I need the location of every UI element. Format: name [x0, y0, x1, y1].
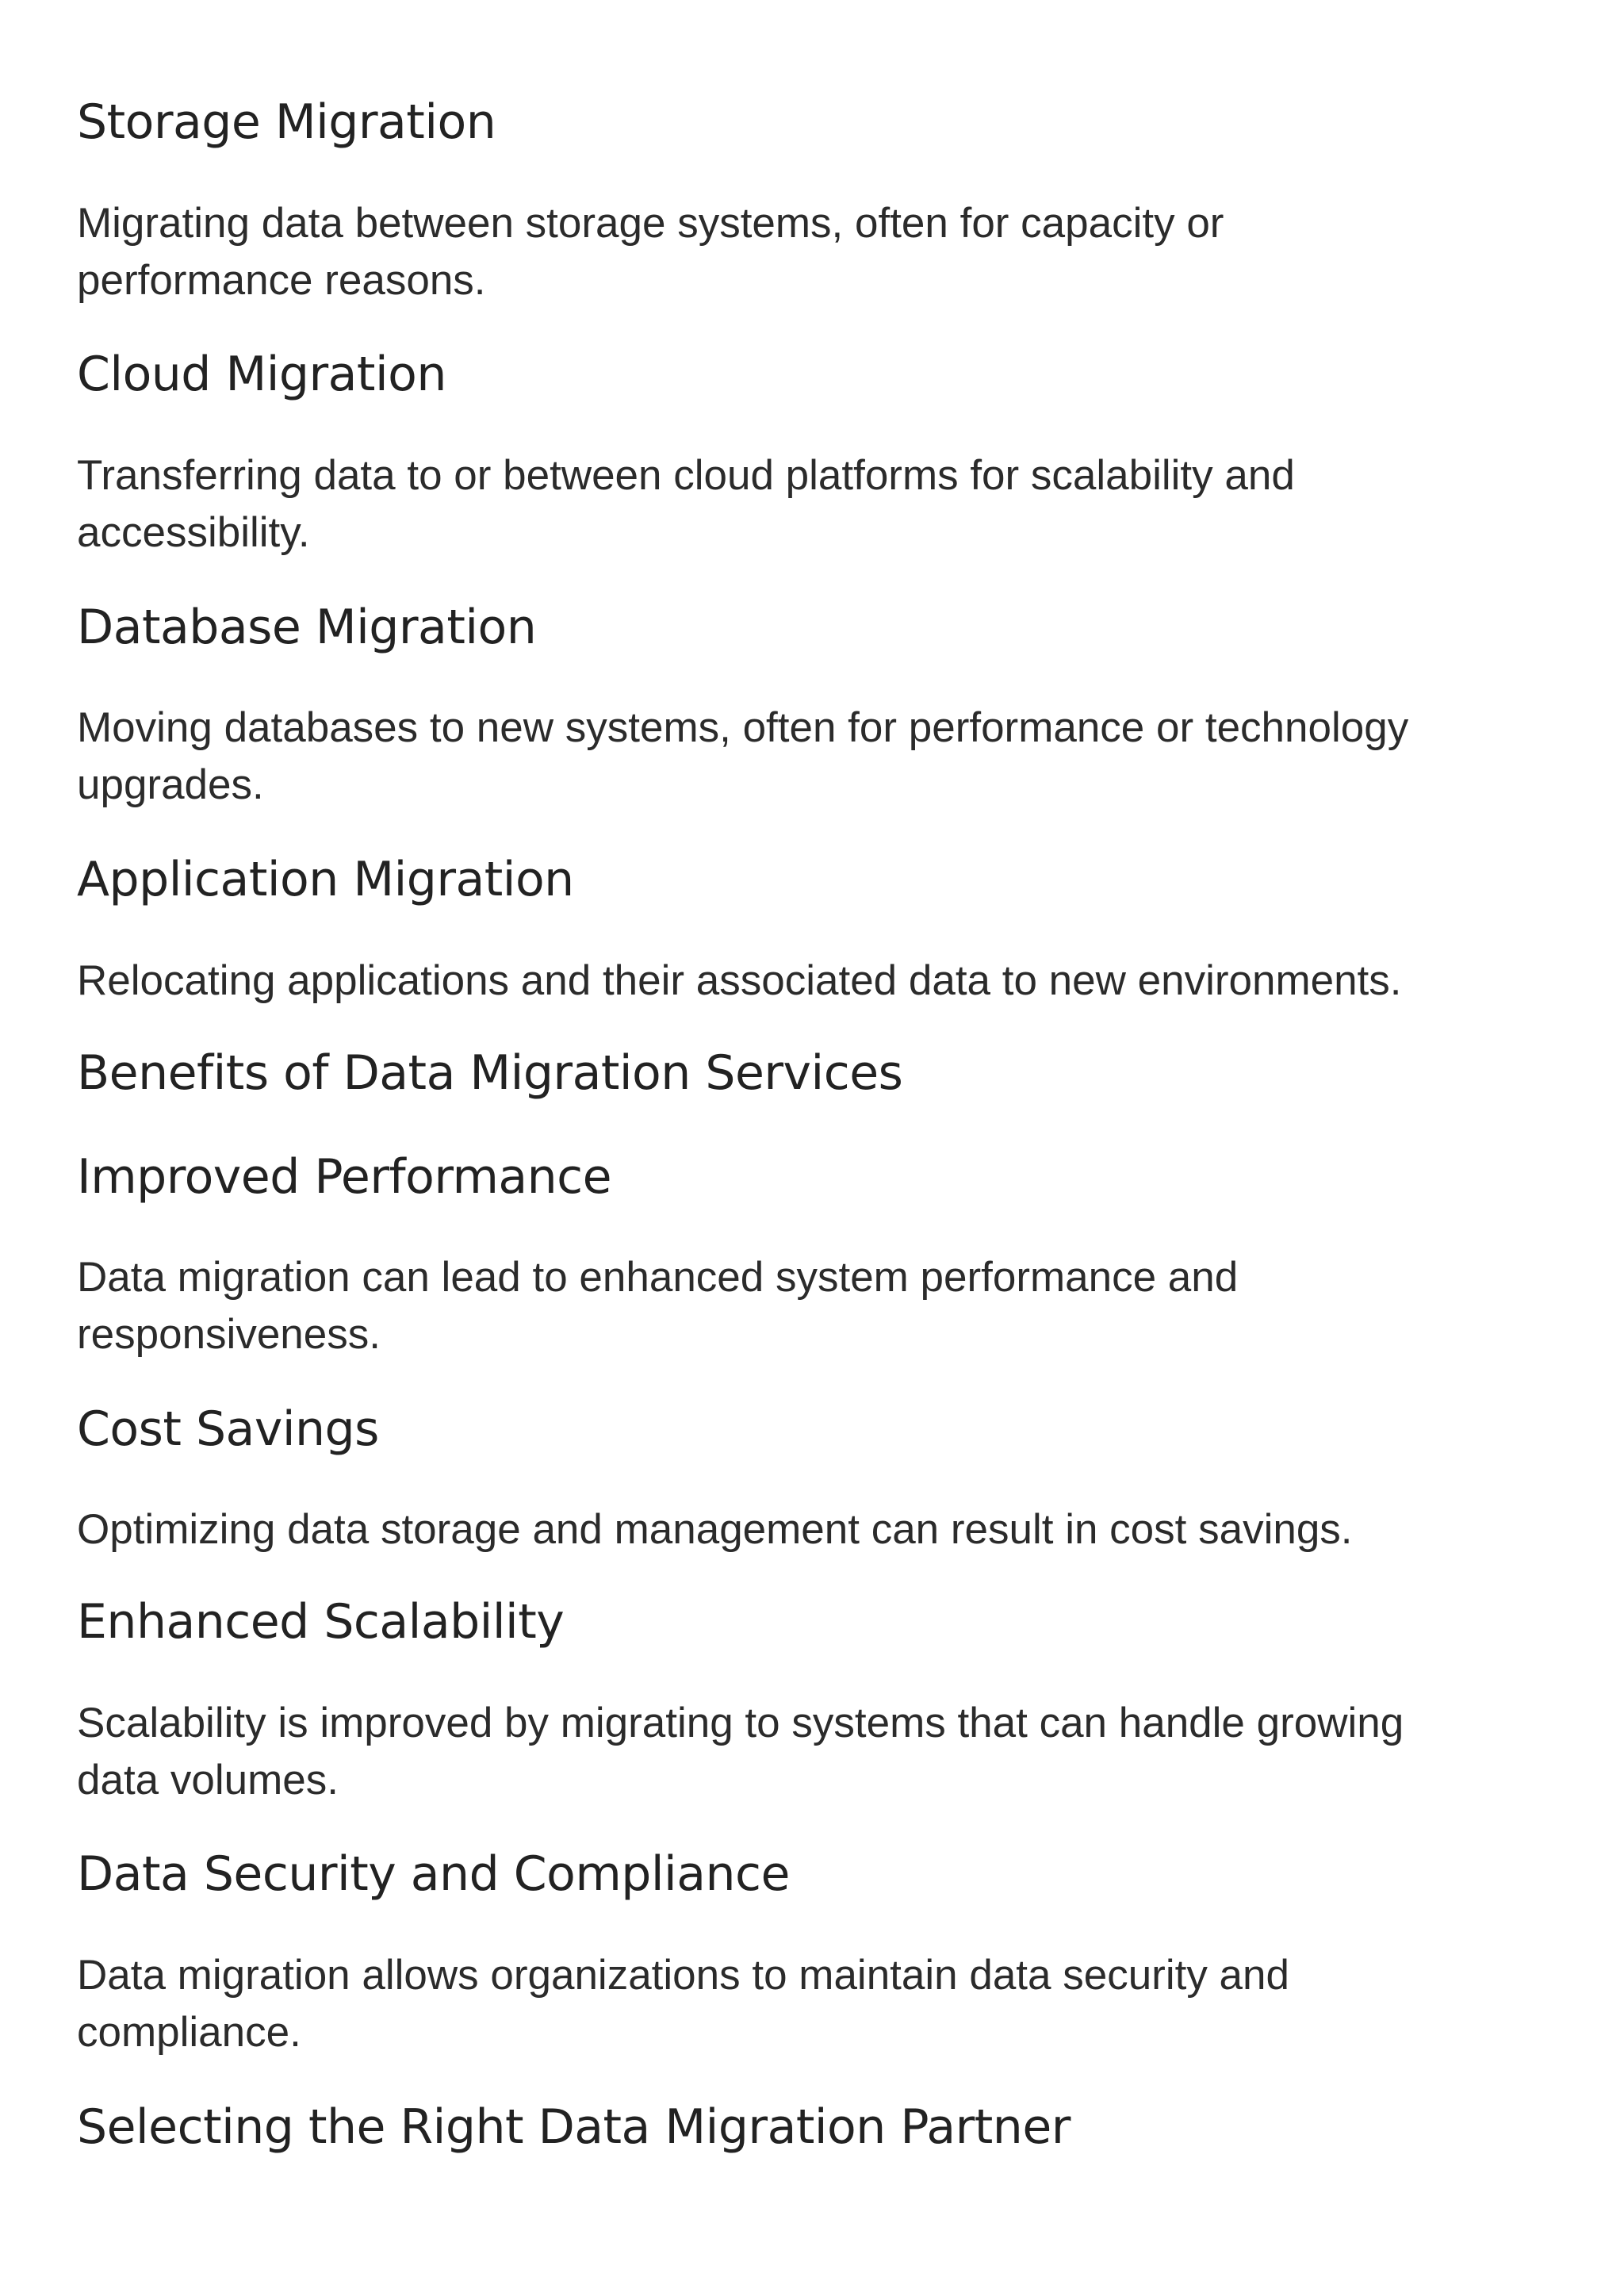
- body-line: Moving databases to new systems, often for performance or technology: [77, 704, 1409, 751]
- section-heading-enhanced-scalability: Enhanced Scalability: [77, 1594, 565, 1650]
- section-body-application-migration: [77, 953, 1544, 1010]
- section-heading-selecting-partner: Selecting the Right Data Migration Partner: [77, 2099, 1071, 2155]
- section-body-enhanced-scalability: [77, 1695, 1544, 1809]
- section-body-data-security: [77, 1947, 1544, 2061]
- section-heading-application-migration: Application Migration: [77, 852, 574, 907]
- section-body-cost-savings: [77, 1501, 1544, 1558]
- section-heading-cost-savings: Cost Savings: [77, 1401, 379, 1457]
- body-line: upgrades.: [77, 761, 264, 808]
- body-line: Optimizing data storage and management can result in cost savings.: [77, 1506, 1353, 1553]
- body-line: Transferring data to or between cloud platforms for scalability and: [77, 452, 1295, 499]
- body-line: Scalability is improved by migrating to systems that can handle growing: [77, 1700, 1404, 1746]
- body-line: Data migration can lead to enhanced system performance and: [77, 1254, 1239, 1301]
- section-heading-storage-migration: Storage Migration: [77, 94, 496, 150]
- body-line: Data migration allows organizations to maintain data security and: [77, 1952, 1289, 1999]
- body-line: accessibility.: [77, 509, 310, 556]
- section-heading-data-security: Data Security and Compliance: [77, 1846, 790, 1902]
- body-line: Migrating data between storage systems, often for capacity or: [77, 200, 1224, 247]
- body-line: Relocating applications and their associated data to new environments.: [77, 957, 1402, 1004]
- body-line: responsiveness.: [77, 1311, 381, 1358]
- body-line: compliance.: [77, 2009, 301, 2056]
- body-line: performance reasons.: [77, 257, 486, 304]
- section-heading-benefits: Benefits of Data Migration Services: [77, 1045, 903, 1101]
- section-body-storage-migration: [77, 195, 1544, 309]
- section-body-improved-performance: [77, 1249, 1544, 1363]
- section-body-database-migration: [77, 700, 1544, 814]
- section-heading-cloud-migration: Cloud Migration: [77, 347, 446, 402]
- section-heading-database-migration: Database Migration: [77, 600, 537, 655]
- section-body-cloud-migration: [77, 447, 1544, 562]
- body-line: data volumes.: [77, 1757, 339, 1803]
- section-heading-improved-performance: Improved Performance: [77, 1149, 612, 1205]
